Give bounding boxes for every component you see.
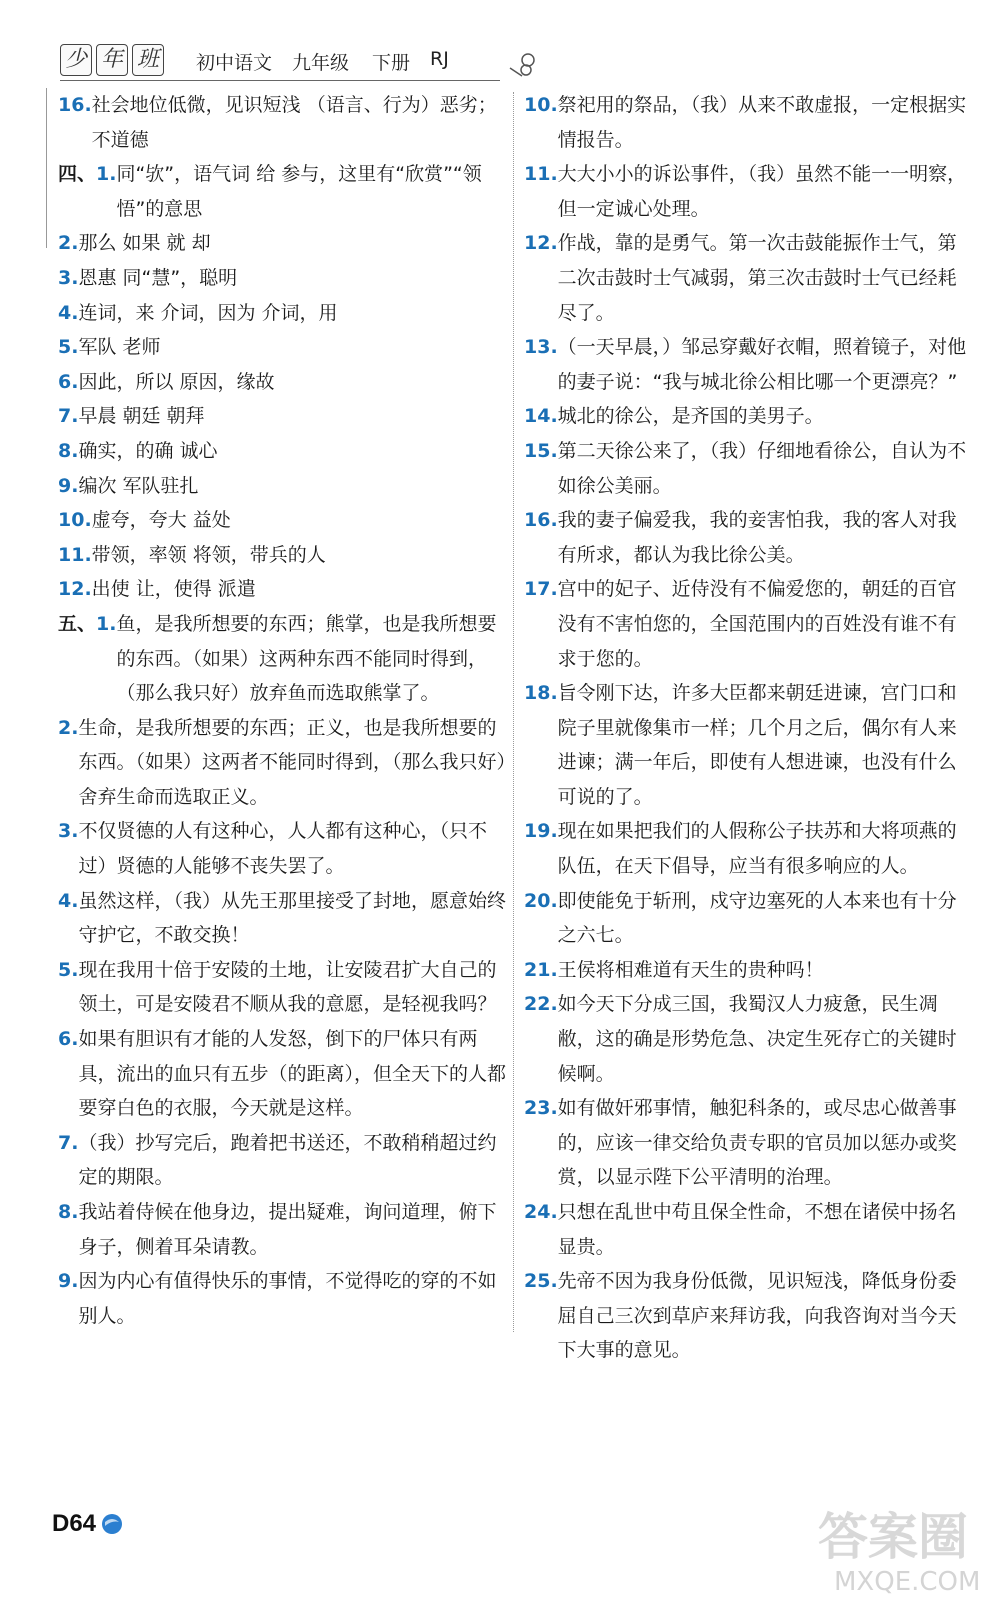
- number-text: 1.: [96, 163, 117, 186]
- section-label: 五、: [58, 612, 97, 635]
- answer-text: 因为内心有值得快乐的事情，不觉得吃的穿的不如别人。: [78, 1270, 497, 1327]
- number-text: 10.: [58, 509, 92, 532]
- answer-text: 祭祀用的祭品，（我）从来不敢虚报，一定根据实情报告。: [557, 94, 967, 151]
- answer-text: 带领，率领 将领，带兵的人: [91, 543, 326, 566]
- answer-item: [524, 157, 970, 226]
- answer-item: [524, 884, 970, 953]
- number-text: 14.: [524, 405, 558, 428]
- answer-item: [58, 1126, 506, 1195]
- number-text: 9.: [58, 474, 79, 497]
- item-number: [58, 365, 78, 400]
- item-number: [524, 953, 558, 988]
- answer-item: [58, 365, 506, 400]
- right-column: [524, 88, 970, 1368]
- watermark-text: 答案圈: [818, 1508, 968, 1566]
- answer-text: 如果有胆识有才能的人发怒，倒下的尸体只有两具，流出的血只有五步（的距离），但全天下的人都要穿白色的衣服，今天就是这样。: [78, 1028, 506, 1120]
- answer-item: [58, 399, 506, 434]
- number-text: 20.: [524, 889, 558, 912]
- answer-text: 王侯将相难道有天生的贵种吗！: [557, 958, 824, 981]
- doodle-icon: [508, 50, 538, 78]
- page-number: D64: [52, 1510, 97, 1537]
- section-label: 四、: [58, 163, 97, 186]
- column-divider: [513, 92, 514, 1332]
- answer-text: 旨令刚下达，许多大臣都来朝廷进谏，宫门口和院子里就像集市一样；几个月之后，偶尔有人来进谏；满一年后，即使有人想进谏，也没有什么可说的了。: [557, 682, 957, 808]
- answer-item: [524, 676, 970, 814]
- number-text: 8.: [58, 439, 79, 462]
- number-text: 13.: [524, 336, 558, 359]
- answer-item: [58, 330, 506, 365]
- number-text: 16.: [58, 94, 92, 116]
- answer-text: 生命，是我所想要的东西；正义，也是我所想要的东西。（如果）这两者不能同时得到，（那么我只好）舍弃生命而选取正义。: [78, 716, 506, 808]
- answer-item: [524, 1091, 970, 1195]
- answer-text: （一天早晨，）邹忌穿戴好衣帽，照着镜子，对他的妻子说：“我与城北徐公相比哪一个更漂亮？”: [557, 336, 967, 393]
- answer-item: [524, 1195, 970, 1264]
- number-text: 23.: [524, 1097, 558, 1120]
- answer-text: 大大小小的诉讼事件，（我）虽然不能一一明察，但一定诚心处理。: [557, 163, 967, 220]
- item-number: [524, 434, 558, 503]
- number-text: 5.: [58, 336, 79, 359]
- number-text: 12.: [58, 578, 92, 601]
- answer-text: 同“欤”，语气词 给 参与，这里有“欣赏”“领悟”的意思: [116, 163, 482, 220]
- answer-item: [58, 469, 506, 504]
- answer-text: 不仅贤德的人有这种心，人人都有这种心，（只不过）贤德的人能够不丧失罢了。: [78, 820, 487, 878]
- item-number: [58, 296, 78, 331]
- number-text: 22.: [524, 993, 558, 1016]
- number-text: 25.: [524, 1270, 558, 1293]
- book-logo: [60, 44, 164, 78]
- number-text: 6.: [58, 1028, 79, 1051]
- number-text: 4.: [58, 301, 79, 324]
- answer-item: [58, 296, 506, 331]
- answer-text: 那么 如果 就 却: [78, 232, 211, 255]
- number-text: 3.: [58, 266, 79, 289]
- item-number: [58, 884, 78, 953]
- answer-item: [58, 953, 506, 1022]
- answer-item: [58, 711, 506, 815]
- item-number: [58, 399, 78, 434]
- item-number: [58, 434, 78, 469]
- watermark-logo: [812, 1498, 998, 1598]
- item-number: [524, 814, 558, 883]
- answer-item: [524, 330, 970, 399]
- answer-text: 城北的徐公，是齐国的美男子。: [557, 405, 824, 428]
- answer-item: [524, 814, 970, 883]
- answer-item: [524, 953, 970, 988]
- answer-text: 如今天下分成三国，我蜀汉人力疲惫，民生凋敝，这的确是形势危急、决定生死存亡的关键时候啊。: [557, 993, 957, 1085]
- number-text: 9.: [58, 1270, 79, 1293]
- page-header: [60, 44, 540, 84]
- answer-text: 我站着侍候在他身边，提出疑难，询问道理，俯下身子，侧着耳朵请教。: [78, 1201, 497, 1258]
- answer-item: [524, 987, 970, 1091]
- item-number: [524, 1195, 558, 1264]
- item-number: [524, 226, 558, 330]
- answer-item: [58, 538, 506, 573]
- answer-item: [58, 88, 506, 157]
- header-subject: 初中语文: [196, 52, 273, 74]
- answer-text: 作战，靠的是勇气。第一次击鼓能振作士气，第二次击鼓时士气减弱，第三次击鼓时士气已经耗尽了。: [557, 232, 957, 324]
- number-text: 7.: [58, 405, 79, 428]
- item-number: [524, 88, 558, 157]
- answer-text: 虽然这样，（我）从先王那里接受了封地，愿意始终守护它，不敢交换！: [78, 889, 506, 947]
- item-number: [524, 884, 558, 953]
- answer-text: 鱼，是我所想要的东西；熊掌，也是我所想要的东西。（如果）这两种东西不能同时得到，（那么我只好）放弃鱼而选取熊掌了。: [116, 612, 497, 705]
- number-text: 5.: [58, 958, 79, 981]
- number-text: 24.: [524, 1201, 558, 1223]
- item-number: [58, 226, 78, 261]
- answer-text: 因此，所以 原因，缘故: [78, 370, 275, 393]
- logo-char: 年: [96, 44, 128, 76]
- watermark-url: MXQE.COM: [834, 1567, 981, 1597]
- item-number: [524, 503, 558, 572]
- logo-char: 班: [132, 44, 164, 76]
- number-text: 12.: [524, 232, 558, 255]
- number-text: 18.: [524, 682, 558, 705]
- answer-item: [58, 607, 506, 711]
- answer-text: 编次 军队驻扎: [78, 474, 199, 497]
- answer-text: 只想在乱世中苟且保全性命，不想在诸侯中扬名显贵。: [557, 1201, 957, 1258]
- answer-item: [524, 1264, 970, 1368]
- item-number: [58, 711, 78, 815]
- logo-char: 少: [60, 44, 92, 76]
- answer-item: [524, 399, 970, 434]
- page-footer: [52, 1506, 124, 1542]
- number-text: 11.: [524, 163, 558, 186]
- item-number: [524, 1264, 558, 1368]
- item-number: [58, 1195, 78, 1264]
- header-edition: RJ: [430, 48, 449, 70]
- number-text: 17.: [524, 578, 558, 601]
- item-number: [58, 88, 92, 157]
- item-number: [524, 572, 558, 676]
- answer-text: 先帝不因为我身份低微，见识短浅，降低身份委屈自己三次到草庐来拜访我，向我咨询对当今天下大事的意见。: [557, 1270, 957, 1362]
- item-number: [58, 953, 78, 1022]
- answer-item: [58, 1264, 506, 1333]
- answer-item: [524, 226, 970, 330]
- answer-text: 确实，的确 诚心: [78, 439, 218, 462]
- left-column: [58, 88, 506, 1333]
- number-text: 8.: [58, 1201, 79, 1223]
- item-number: [58, 607, 116, 711]
- answer-item: [58, 503, 506, 538]
- item-number: [58, 157, 116, 226]
- item-number: [524, 330, 558, 399]
- item-number: [58, 503, 92, 538]
- item-number: [58, 469, 78, 504]
- answer-text: 宫中的妃子、近侍没有不偏爱您的，朝廷的百官没有不害怕您的，全国范围内的百姓没有谁不有求于您的。: [557, 578, 957, 670]
- item-number: [58, 1022, 78, 1126]
- item-number: [524, 1091, 558, 1195]
- number-text: 16.: [524, 509, 558, 532]
- answer-item: [58, 1022, 506, 1126]
- number-text: 21.: [524, 958, 558, 981]
- number-text: 7.: [58, 1131, 79, 1154]
- answer-item: [58, 261, 506, 296]
- item-number: [524, 157, 558, 226]
- answer-text: 虚夸，夸大 益处: [91, 509, 231, 532]
- number-text: 3.: [58, 820, 79, 843]
- answer-text: 连词，来 介词，因为 介词，用: [78, 301, 338, 324]
- item-number: [58, 330, 78, 365]
- answer-item: [58, 434, 506, 469]
- answer-item: [58, 814, 506, 883]
- item-number: [58, 538, 92, 573]
- answer-text: 如有做奸邪事情，触犯科条的，或尽忠心做善事的，应该一律交给负责专职的官员加以惩办或奖赏，以显示陛下公平清明的治理。: [557, 1097, 957, 1189]
- header-grade: 九年级: [292, 52, 350, 74]
- number-text: 4.: [58, 889, 79, 912]
- answer-text: 现在如果把我们的人假称公子扶苏和大将项燕的队伍，在天下倡导，应当有很多响应的人。: [557, 820, 957, 878]
- answer-text: 第二天徐公来了，（我）仔细地看徐公，自认为不如徐公美丽。: [557, 439, 967, 497]
- number-text: 1.: [96, 612, 117, 635]
- item-number: [58, 1264, 78, 1333]
- header-volume: 下册: [372, 52, 411, 74]
- answer-item: [58, 226, 506, 261]
- answer-text: 恩惠 同“慧”，聪明: [78, 266, 238, 289]
- answer-item: [524, 88, 970, 157]
- answer-text: 出使 让，使得 派遣: [91, 578, 256, 601]
- answer-text: 即使能免于斩刑，戍守边塞死的人本来也有十分之六七。: [557, 889, 957, 947]
- item-number: [524, 676, 558, 814]
- item-number: [58, 1126, 78, 1195]
- answer-item: [524, 503, 970, 572]
- item-number: [524, 987, 558, 1091]
- answer-item: [58, 572, 506, 607]
- number-text: 15.: [524, 439, 558, 462]
- item-number: [58, 261, 78, 296]
- number-text: 6.: [58, 370, 79, 393]
- answer-text: （我）抄写完后，跑着把书送还，不敢稍稍超过约定的期限。: [78, 1131, 497, 1189]
- globe-icon: [100, 1512, 124, 1536]
- answer-item: [524, 434, 970, 503]
- number-text: 2.: [58, 232, 79, 255]
- answer-text: 军队 老师: [78, 336, 161, 359]
- item-number: [58, 572, 92, 607]
- answer-item: [524, 572, 970, 676]
- answer-text: 现在我用十倍于安陵的土地，让安陵君扩大自己的领土，可是安陵君不顺从我的意愿，是轻视我吗？: [78, 958, 497, 1016]
- number-text: 2.: [58, 716, 79, 739]
- answer-item: [58, 1195, 506, 1264]
- header-underline: [60, 80, 500, 81]
- answer-text: 我的妻子偏爱我，我的妾害怕我，我的客人对我有所求，都认为我比徐公美。: [557, 509, 957, 566]
- answer-text: 社会地位低微，见识短浅 （语言、行为）恶劣；不道德: [91, 94, 497, 151]
- answer-item: [58, 884, 506, 953]
- answer-text: 早晨 朝廷 朝拜: [78, 405, 205, 428]
- item-number: [524, 399, 558, 434]
- number-text: 11.: [58, 543, 92, 566]
- number-text: 10.: [524, 94, 558, 116]
- answer-item: [58, 157, 506, 226]
- item-number: [58, 814, 78, 883]
- margin-rule: [46, 88, 47, 248]
- number-text: 19.: [524, 820, 558, 843]
